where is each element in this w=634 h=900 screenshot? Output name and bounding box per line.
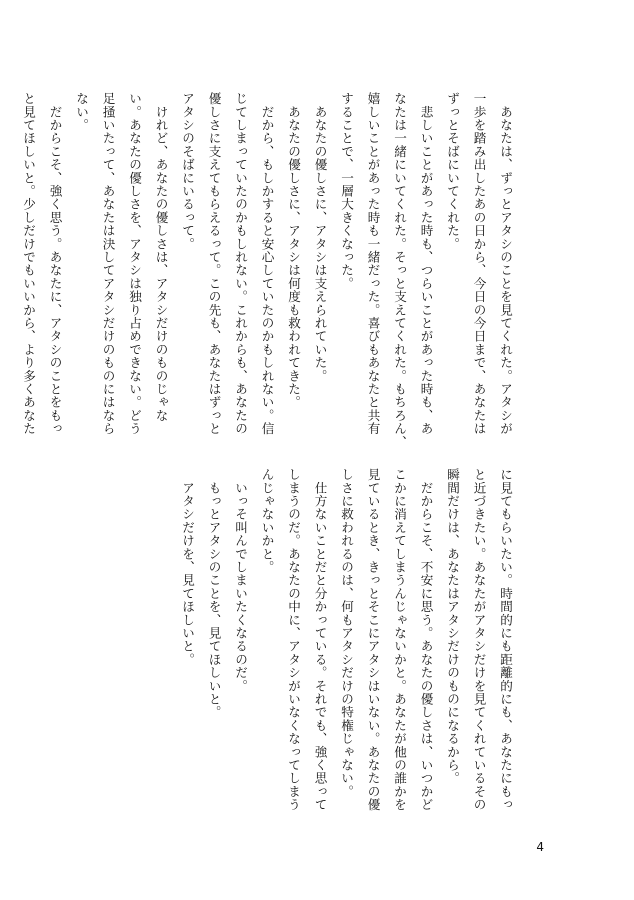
text-line: 嬉しいことがあった時も一緒だった。喜びもあなたと共有 <box>365 92 381 436</box>
text-line: あなたの優しさに、アタシは何度も救われてきた。 <box>286 92 301 409</box>
text-line: アタシだけを、見てほしいと。 <box>180 468 195 666</box>
text-line: 瞬間だけは、あなたはアタシだけのものになるから。 <box>445 468 460 785</box>
text-line: アタシのそばにいるって。 <box>180 92 195 251</box>
text-line: あなたは、ずっとアタシのことを見てくれた。アタシが <box>498 92 513 436</box>
text-block-lower <box>174 468 519 838</box>
text-line: んじゃないかと。 <box>259 468 275 574</box>
text-line: と近づきたい。あなたがアタシだけを見てくれているその <box>471 468 487 812</box>
text-line: しまうのだ。あなたの中に、アタシがいなくなってしまう <box>286 468 301 812</box>
text-line: ない。 <box>74 92 89 132</box>
text-line: しさに救われるのは、何もアタシだけの特権じゃない。 <box>339 468 354 798</box>
text-line: だからこそ、不安に思う。あなたの優しさは、いつかど <box>418 468 434 812</box>
text-line: じてしまっていたのかもしれない。これからも、あなたの <box>233 92 248 436</box>
text-line: い。あなたの優しさを、アタシは独り占めできない。どう <box>127 92 142 436</box>
text-line: 一歩を踏み出したあの日から、今日の今日まで、あなたは <box>471 92 487 436</box>
text-line: 悲しいことがあった時も、つらいことがあった時も、あ <box>418 92 434 436</box>
text-line: なたは一緒にいてくれた。そっと支えてくれた。もちろん、 <box>392 92 407 449</box>
text-line: 仕方ないことだと分かっている。それでも、強く思って <box>312 468 328 812</box>
text-line: 見ているとき、きっとそこにアタシはいない。あなたの優 <box>365 468 381 812</box>
text-line: することで、一層大きくなった。 <box>339 92 354 290</box>
text-line: ずっとそばにいてくれた。 <box>445 92 460 251</box>
text-line: だから、もしかすると安心していたのかもしれない。信 <box>259 92 275 436</box>
text-block-upper <box>15 92 519 462</box>
page-number: 4 <box>536 840 544 854</box>
text-line: 足掻いたって、あなたは決してアタシだけのものにはなら <box>100 92 116 436</box>
text-line: 優しさに支えてもらえるって。この先も、あなたはずっと <box>206 92 222 436</box>
text-line: と見てほしいと。少しだけでもいいから、より多くあなた <box>21 92 36 436</box>
text-line: もっとアタシのことを、見てほしいと。 <box>206 468 222 719</box>
text-line: あなたの優しさに、アタシは支えられていた。 <box>312 92 328 383</box>
text-line: こかに消えてしまうんじゃないかと。あなたが他の誰かを <box>392 468 407 812</box>
text-line: けれど、あなたの優しさは、アタシだけのものじゃな <box>153 92 169 422</box>
text-line: いっそ叫んでしまいたくなるのだ。 <box>233 468 248 693</box>
text-line: に見てもらいたい。時間的にも距離的にも、あなたにもっ <box>498 468 513 812</box>
text-line: だからこそ、強く思う。あなたに、アタシのことをもっ <box>47 92 63 436</box>
